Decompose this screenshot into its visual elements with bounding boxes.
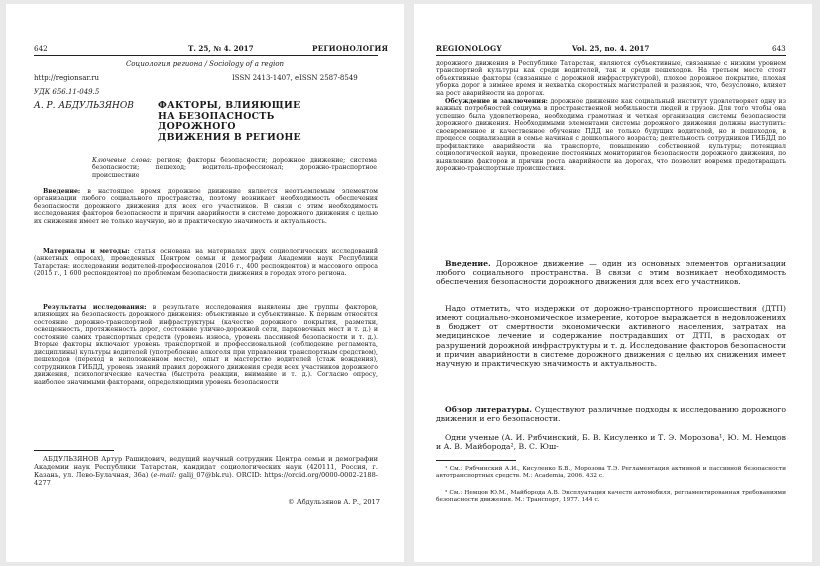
body-intro: Введение. Дорожное движение — один из основных элементов организации любого социального пространства. В связи с этим возникает необходимость обеспечения безопасности дорожного движения для всех его участников. [436,259,786,287]
body-paragraph-scholars: Одни ученые (А. И. Рябчинский, Б. В. Кисуленко и Т. Э. Морозова¹, Ю. М. Немцов и А. В. Майборода², В. С. Юш- [436,433,786,452]
article-title: ФАКТОРЫ, ВЛИЯЮЩИЕ НА БЕЗОПАСНОСТЬ ДОРОЖНОГО ДВИЖЕНИЯ В РЕГИОНЕ [158,100,301,143]
abstract-discussion: Обсуждение и заключения: дорожное движение как социальный институт удовлетворяет одну из важных потребностей социума в пространственной мобильности людей и грузов. Для того чтобы она успешно была удовлетворена, необходима грамотная и четкая организация системы безопасности дорожного движения. Необходимыми элементами системы дорожного движения должны выступить: своевременное и качественное обучение ПДД не только будущих водителей, но и пешеходов, в процессе социализации в семье начиная с дошкольного возраста; деятельность сотрудников ГИБДД по профилактике аварийности на транспорте, повышению собственной культуры; потенциал социологической науки, проведение постоянных мониторингов безопасности дорожного движения, по выявлению факторов и причин роста аварийности на дорогах, что позволит вовремя предотвращать дорожно-транспортные происшествия. [436,98,786,173]
body-literature-review: Обзор литературы. Существуют различные подходы к исследованию дорожного движения и его безопасности. [436,405,786,424]
footnote-rule [436,460,516,461]
left-page [6,4,404,562]
abstract-results-continued: дорожного движения в Республике Татарстан, являются субъективные, связанные с низким уровнем транспортной культуры как среди водителей, так и среди пешеходов. На третьем месте стоят объективные факторы (связанные с дорожной инфраструктурой), плохое дорожное покрытие, плохая уборка дорог в зимнее время и нехватка скоростных магистралей и развязок, что, безусловно, влияет на рост аварийности на дорогах. [436,60,786,97]
left-page-number: 642 [34,44,48,53]
abstract-intro: Введение: в настоящее время дорожное движение является неотъемлемым элементом организации любого социального пространства, поэтому возникает необходимость обеспечения безопасности дорожного движения для всех его участников. В связи с этим необходимость исследования факторов безопасности и причин аварийности в системе дорожного движения с целью их снижения имеет не только научную, но и практическую значимость и актуальность. [34,188,378,225]
copyright: © Абдульзянов А. Р., 2017 [288,498,381,506]
author-info-rule [34,450,114,451]
right-journal-name: REGIONOLOGY [436,44,502,53]
right-page [414,4,812,562]
left-volume: Т. 25, № 4. 2017 [188,44,254,53]
author-email[interactable]: galij_07@bk.ru [178,470,230,479]
body-paragraph-costs: Надо отметить, что издержки от дорожно-транспортного происшествия (ДТП) имеют социально-экономическое измерение, которое выражается в недовложениях в бюджет от смертности экономически активного населения, затратах на медицинское лечение и содержание пострадавших от ДТП, в расходах от разрушений дорожной инфраструктуры и т. д. Исследование факторов безопасности и причин аварийности в системе дорожного движения с целью их снижения имеет научную и практическую значимость и актуальность. [436,304,786,368]
right-header-rule [436,55,786,56]
right-volume: Vol. 25, no. 4. 2017 [572,44,650,53]
author-name: А. Р. АБДУЛЬЗЯНОВ [34,101,134,111]
footnote-1: ¹ См.: Рябчинский А.И., Кисуленко Б.В., Морозова Т.Э. Регламентация активной и пассивной безопасности автотранспортных средств. М.: Academia, 2006. 432 с. [436,466,786,479]
left-header-rule [34,55,378,56]
abstract-methods: Материалы и методы: статья основана на материалах двух социологических исследований (анкетных опросах), проведенных Центром семьи и демографии Академии наук Республики Татарстан: исследовании водителей-профессионалов (2016 г., 400 респондентов) и массового опроса (2015 г., 1 600 респондентов) по проблемам безопасности движения в городах этого региона. [34,248,378,278]
right-page-number: 643 [772,44,786,53]
issn: ISSN 2413-1407, eISSN 2587-8549 [232,74,358,82]
footnote-2: ² См.: Немцов Ю.М., Майборода А.В. Эксплуатация качеств автомобиля, регламентированная требованиями безопасности движения. М.: Транспорт, 1977. 144 с. [436,490,786,503]
udc: УДК 656.11-049.5 [34,88,100,96]
author-info: АБДУЛЬЗЯНОВ Артур Рашидович, ведущий научный сотрудник Центра семьи и демографии Академии наук Республики Татарстан, кандидат социологических наук (420111, Россия, г. Казань, ул. Лево-Булачная, 36а) (e-mail: galij_07@bk.ru). ORCID: https://orcid.org/0000-0002-2188-4277 [34,455,378,487]
abstract-results: Результаты исследования: в результате исследования выявлены две группы факторов, влияющих на безопасность дорожного движения: объективные и субъективные. К первым относятся состояние дорожно-транспортной инфраструктуры (качество дорожного покрытия, разметки, освещенность, протяженность дорог, состояние улично-дорожной сети, парковочных мест и т. д.) и состояние самих транспортных средств (уровень износа, уровень пассивной безопасности и т. д.). Вторые факторы включают уровень транспортной и профессиональной (соблюдение регламента, дисциплины) культуры водителей (употребление алкоголя при управлении транспортным средством), пешеходов (переход в неположенном месте), опыт и мастерство водителей (стаж вождения), сотрудников ГИБДД, уровень знаний правил дорожного движения среди всех участников дорожного движения, психологические качества (быстрота реакции, внимание и т. д.). Согласно опросу, наиболее значимыми факторами, определяющими уровень безопасности [34,304,378,386]
journal-url[interactable]: http://regionsar.ru [34,74,100,82]
keywords: Ключевые слова: регион; факторы безопасности; дорожное движение; система безопасности; пешеход; водитель-профессионал; дорожно-транспортное происшествие [92,157,377,179]
section-title: Социология региона / Sociology of a region [125,60,285,68]
left-journal-name: РЕГИОНОЛОГИЯ [312,44,389,53]
keywords-label: Ключевые слова: [92,157,152,164]
